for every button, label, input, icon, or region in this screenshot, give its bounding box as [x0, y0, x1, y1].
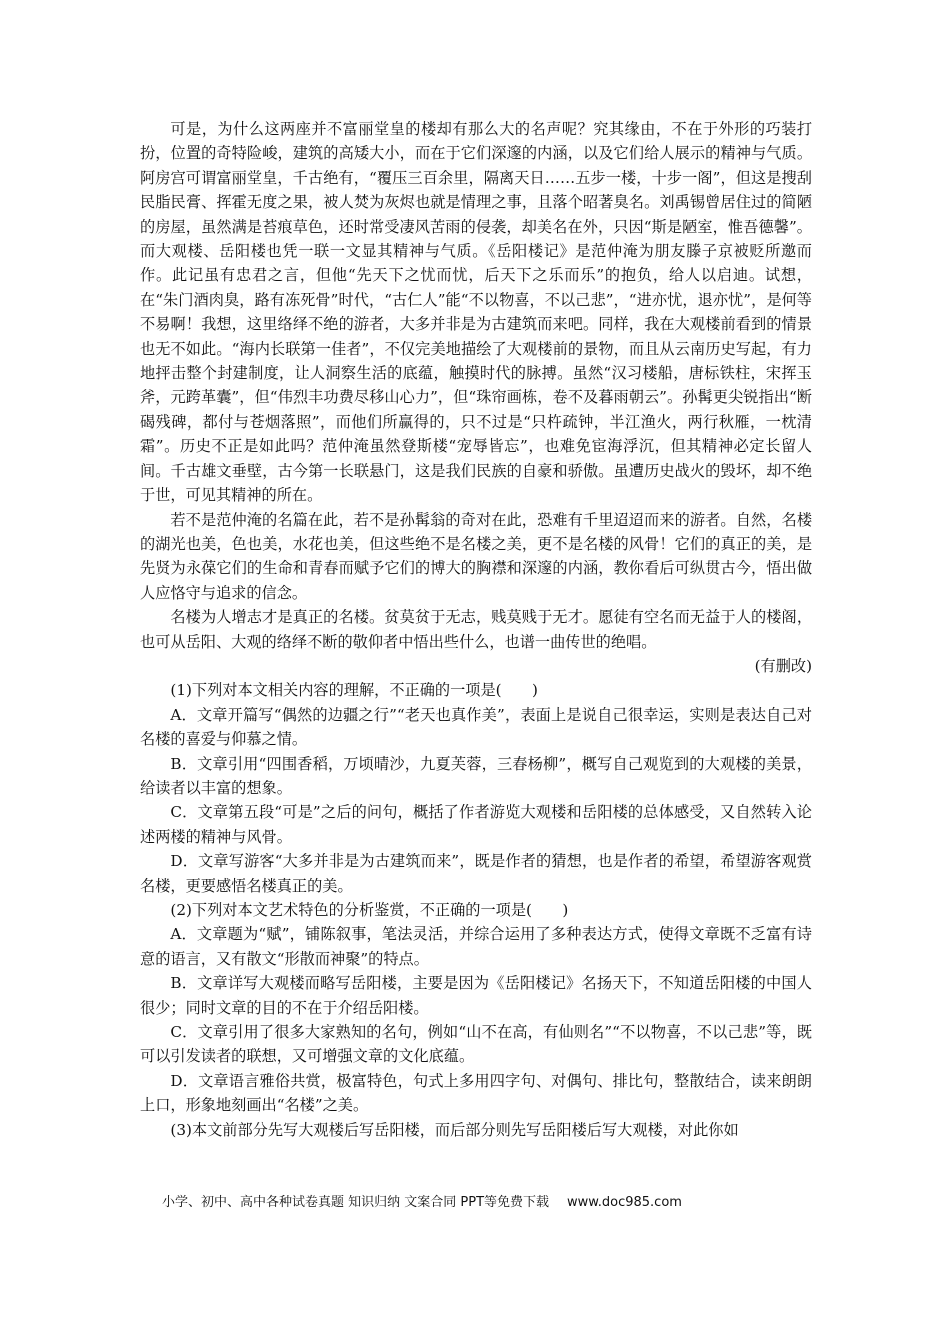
question-1: (1)下列对本文相关内容的理解，不正确的一项是( )	[170, 681, 538, 700]
footer-banner	[162, 1191, 802, 1210]
article-paragraph-3: 名楼为人增志才是真正的名楼。贫莫贫于无志，贱莫贱于无才。愿徒有空名而无益于人的楼阁，也可从岳阳、大观的络绎不断的敬仰者中悟出些什么，也谱一曲传世的绝唱。	[140, 608, 812, 651]
question-2-option-d: D．文章语言雅俗共赏，极富特色，句式上多用四字句、对偶句、排比句，整散结合，读来朗朗上口，形象地刻画出“名楼”之美。	[140, 1071, 812, 1115]
footer-text: 小学、初中、高中各种试卷真题 知识归纳 文案合同 PPT等免费下载	[162, 1195, 550, 1210]
document-page	[140, 117, 812, 1142]
question-3: (3)本文前部分先写大观楼后写岳阳楼，而后部分则先写岳阳楼后写大观楼，对此你如	[170, 1120, 739, 1139]
question-1-option-b: B．文章引用“四围香稻，万顷晴沙，九夏芙蓉，三春杨柳”，概写自己观览到的大观楼的美景，给读者以丰富的想象。	[140, 754, 812, 797]
edit-note: (有删改)	[754, 656, 812, 675]
footer-url[interactable]: www.doc985.com	[567, 1195, 682, 1210]
question-1-option-d: D．文章写游客“大多并非是为古建筑而来”，既是作者的猜想，也是作者的希望，希望游客观赏名楼，更要感悟名楼真正的美。	[140, 852, 812, 895]
article-paragraph-2: 若不是范仲淹的名篇在此，若不是孙髯翁的奇对在此，恐难有千里迢迢而来的游者。自然，名楼的湖光也美，色也美，水花也美，但这些绝不是名楼之美，更不是名楼的风骨！它们的真正的美，是先贤为永葆它们的生命和青春而赋予它们的博大的胸襟和深邃的内涵，教你看后可纵贯古今，悟出做人应恪守与追求的信念。	[140, 510, 812, 602]
question-2-option-a: A．文章题为“赋”，铺陈叙事，笔法灵活，并综合运用了多种表达方式，使得文章既不乏富有诗意的语言，又有散文“形散而神聚”的特点。	[140, 925, 812, 968]
question-1-option-a: A．文章开篇写“偶然的边疆之行”“老天也真作美”，表面上是说自己很幸运，实则是表达自己对名楼的喜爱与仰慕之情。	[140, 705, 812, 749]
question-1-option-c: C．文章第五段“可是”之后的问句，概括了作者游览大观楼和岳阳楼的总体感受，又自然转入论述两楼的精神与风骨。	[140, 803, 812, 846]
question-2-option-c: C．文章引用了很多大家熟知的名句，例如“山不在高，有仙则名”“不以物喜，不以己悲”等，既可以引发读者的联想，又可增强文章的文化底蕴。	[140, 1023, 812, 1066]
question-2-option-b: B．文章详写大观楼而略写岳阳楼，主要是因为《岳阳楼记》名扬天下，不知道岳阳楼的中国人很少；同时文章的目的不在于介绍岳阳楼。	[140, 974, 812, 1017]
question-2: (2)下列对本文艺术特色的分析鉴赏，不正确的一项是( )	[170, 901, 569, 919]
article-paragraph-1: 可是，为什么这两座并不富丽堂皇的楼却有那么大的名声呢？究其缘由，不在于外形的巧装打扮，位置的奇特险峻，建筑的高矮大小，而在于它们深邃的内涵，以及它们给人展示的精神与气质。阿房宫可谓富丽堂皇，千古绝有，“覆压三百余里，隔离天日……五步一楼，十步一阁”，但这是搜刮民脂民膏、挥霍无度之果，被人焚为灰烬也就是情理之事，且落个昭著臭名。刘禹锡曾居住过的简陋的房屋，虽然满是苔痕草色，还时常受凄风苦雨的侵袭，却美名在外，只因“斯是陋室，惟吾德馨”。而大观楼、岳阳楼也凭一联一文显其精神与气质。《岳阳楼记》是范仲淹为朋友滕子京被贬所邀而作。此记虽有忠君之言，但他“先天下之忧而忧，后天下之乐而乐”的抱负，给人以启迪。试想，在“朱门酒肉臭，路有冻死骨”时代，“古仁人”能“不以物喜，不以己悲”，“进亦忧，退亦忧”，是何等不易啊！我想，这里络绎不绝的游者，大多并非是为古建筑而来吧。同样，我在大观楼前看到的情景也无不如此。“海内长联第一佳者”，不仅完美地描绘了大观楼前的景物，而且从云南历史写起，有力地抨击整个封建制度，让人洞察生活的底蕴，触摸时代的脉搏。虽然“汉习楼船，唐标铁柱，宋挥玉斧，元跨革囊”，但“伟烈丰功费尽移山心力”，但“珠帘画栋，卷不及暮雨朝云”。孙髯更尖锐指出“断碣残碑，都付与苍烟落照”，而他们所赢得的，只不过是“只杵疏钟，半江渔火，两行秋雁，一枕清霜”。历史不正是如此吗？范仲淹虽然登斯楼“宠辱皆忘”，也难免宦海浮沉，但其精神必定长留人间。千古雄文垂壁，古今第一长联悬门，这是我们民族的自豪和骄傲。虽遭历史战火的毁坏，却不绝于世，可见其精神的所在。	[140, 120, 812, 505]
